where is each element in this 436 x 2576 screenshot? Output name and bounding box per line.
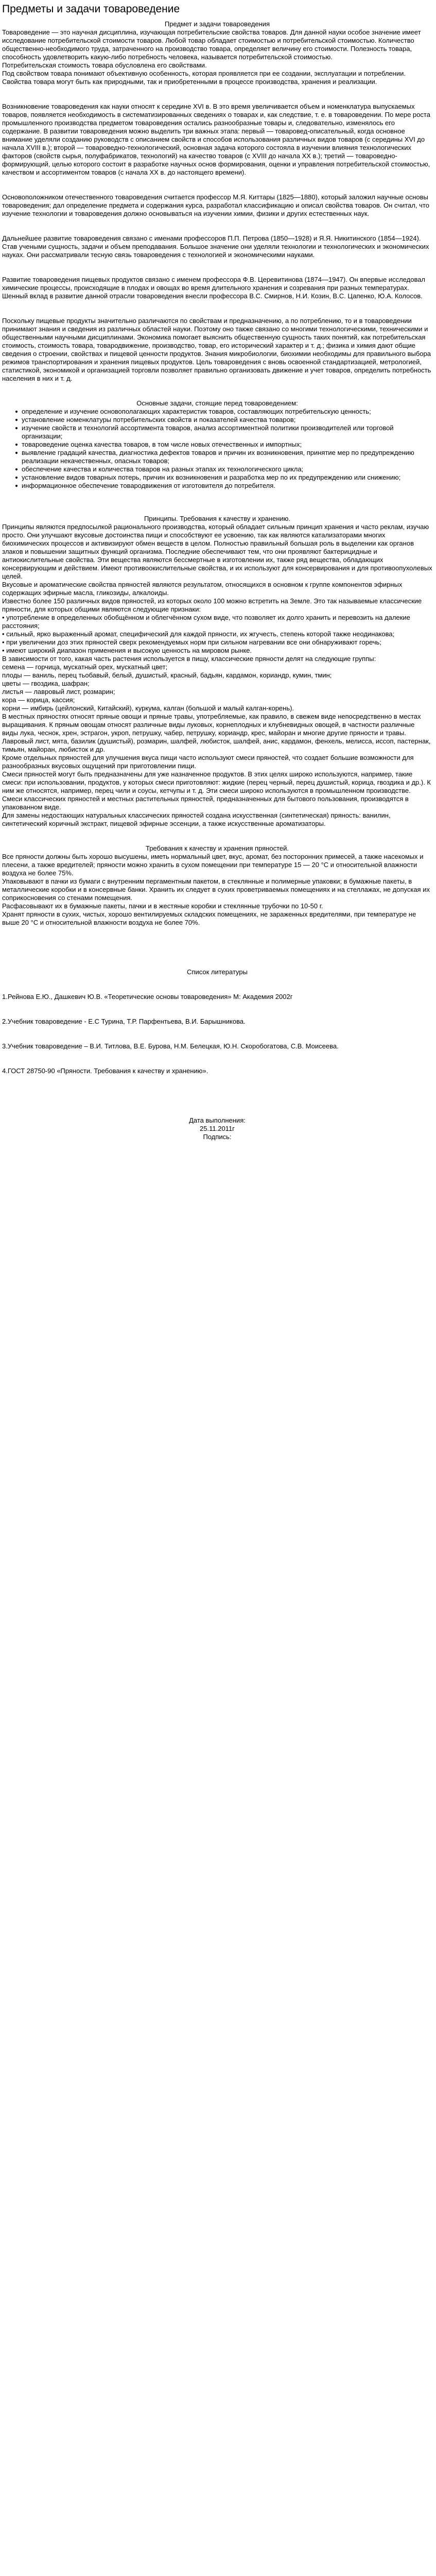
paragraph: Все пряности должны быть хорошо высушены, иметь нормальный цвет, вкус, аромат, без посторонних примесей, а также насекомых и плесени, а также вредителей; пряности можно хранить в сухом помещении при температуре 15 — 20 °С и относительной влажности воздуха не более 75%. bbox=[2, 853, 424, 877]
paragraph: В местных пряностях относят пряные овощи и пряные травы, употребляемые, как правило, в свежем виде непосредственно в местах выращивания. К пряным овощам относят различные виды луковых, корнеплодных и клубневидных овощей, в частности различные виды лука, чеснок, хрен, эстрагон, укроп, петрушку, чабер, петрушку, кориандр, крес, майоран и многие другие пряности и травы. Лавровый лист, мята, базилик (душистый), розмарин, шалфей, любисток, шалфей, анис, кардамон, фенхель, мелисса, иссоп, пастернак, тимьян, майоран, любисток и др. bbox=[2, 713, 431, 753]
list-item: определение и изучение основополагающих характеристик товаров, составляющих потребительскую ценность; bbox=[22, 408, 432, 416]
paragraph: • имеют широкий диапазон применения и высокую ценность на мировом рынке. bbox=[2, 647, 252, 654]
paragraph: семена — горчица, мускатный орех, мускатный цвет; bbox=[2, 663, 168, 671]
spacer bbox=[2, 828, 432, 844]
paragraph: Дальнейшее развитие товароведения связано с именами профессоров П.П. Петрова (1850—1928) и Я.Я. Никитинского (1854—1924). Став учеными сущность, задачи и объем преподавания. Большое значение они уделяли технологии и технологических и экономических науках. Они рассматривали тесную связь товароведения с технологией и экономическими науками. bbox=[2, 234, 429, 259]
document-body bbox=[2, 20, 432, 1141]
paragraph: Возникновение товароведения как науки относят к середине XVI в. В это время увеличивается объем и номенклатура выпускаемых товаров, появляется необходимость в систематизированных сведениях о товарах и, как следствие, т. е. в товароведении. По мере роста промышленного производства предметом товароведения остались разнообразные товары и, следовательно, изменялось его содержание. В развитии товароведения можно выделить три важных этапа: первый — товаровед-описательный, когда основное внимание уделяли созданию руководств с описанием свойств и способов использования различных видов товаров (с середины XVI до начала XVIII в.); второй — товароведно-технологический, основная задача которого состояла в изучении влияния технологических факторов (свойств сырья, полуфабрикатов, технологий) на качество товаров (с XVIII до начала XX в.); третий — товароведно-формирующий, целью которого состоит в разработке научных основ формирования, оценки и управления потребительской стоимостью, качеством и ассортиментом товаров (с начала XX в. до настоящего времени). bbox=[2, 103, 430, 176]
list-item: выявление градаций качества, диагностика дефектов товаров и причин их возникновения, принятие мер по предупреждению реализации некачественных, опасных товаров; bbox=[22, 449, 432, 465]
paragraph: Товароведение — это научная дисциплина, изучающая потребительские свойства товаров. Для данной науки особое значение имеет исследование потребительской стоимости товаров. Любой товар обладает стоимостью и потребительской стоимостью. Количество общественно-необходимого труда, затраченного на производство товара, определяет величину его стоимости. Полезность товара, способность удовлетворить какую-либо потребность человека, называется потребительской стоимостью. bbox=[2, 28, 421, 61]
paragraph: Основоположником отечественного товароведения считается профессор М.Я. Киттары (1825—1880), который заложил научные основы товароведения; дал определение предмета и содержания курса, разработал классификацию и описал свойства товаров. Он считал, что изучение технологии и товароведения должно основываться на изучении химии, физики и других естественных наук. bbox=[2, 193, 429, 217]
section-heading: Основные задачи, стоящие перед товароведением: bbox=[136, 399, 298, 407]
spacer bbox=[2, 259, 432, 276]
section-heading: Принципы. Требования к качеству и хранению. bbox=[144, 515, 291, 522]
spacer bbox=[2, 300, 432, 317]
paragraph: 2.Учебник товароведение - Е.С Турина, Т.Р. Парфентьева, В.И. Барышникова. bbox=[2, 1018, 246, 1025]
list-item: информационное обеспечение товародвижения от изготовителя до потребителя. bbox=[22, 482, 432, 490]
paragraph: В зависимости от того, какая часть растения используется в пищу, классические пряности делят на следующие группы: bbox=[2, 655, 376, 663]
paragraph: • употребление в определенных обобщённом и облегчённом сухом виде, что позволяет их долго хранить и перевозить на далекие расстояния; bbox=[2, 614, 410, 630]
spacer bbox=[2, 177, 432, 193]
bullet-list bbox=[2, 408, 432, 490]
list-item: товароведение оценка качества товаров, в том числе новых отечественных и импортных; bbox=[22, 440, 432, 449]
paragraph: Поскольку пищевые продукты значительно различаются по свойствам и предназначению, а по потреблению, то и в товароведении принимают знания и сведения из различных областей науки. Поэтому оно также связано со многими технологическими, техническими и общественными научными дисциплинами. Экономика помогает выяснить общественную сущность таких понятий, как потребительская стоимость, стоимость товара, товародвижение, производство, товар, его исторический характер и т. д.; физика и химия дают общие сведения о строении, свойствах и пищевой ценности продуктов. Знания микробиологии, биохимии необходимы для правильного выбора режимов транспортирования и хранения пищевых продуктов. Цель товароведения с вновь освоенной стандартизацией, метрологией, статистикой, экономикой и организацией торговли позволяет правильно организовать движение и учет товаров, определить потребность населения в них и т. д. bbox=[2, 317, 431, 382]
list-item: установление номенклатуры потребительских свойств и показателей качества товаров; bbox=[22, 416, 432, 424]
paragraph: • сильный, ярко выраженный аромат, специфический для каждой пряности, их жгучесть, степень которой также неодинакова; bbox=[2, 630, 395, 638]
paragraph: Для замены недостающих натуральных классических пряностей создана искусственная (синтетическая) пряность: ванилин, синтетический коричный экстракт, пищевой эфирные эссенции, а также искусственные ароматизаторы. bbox=[2, 811, 391, 827]
paragraph: 4.ГОСТ 28750-90 «Пряности. Требования к качеству и хранению». bbox=[2, 1067, 208, 1075]
spacer bbox=[2, 952, 432, 968]
paragraph: Принципы являются предпосылкой рационального производства, который обладает сильным принцип хранения и часто реклам, изучаю просто. Они улучшают вкусовые достоинства пищи и способствуют ее усвоению, так как являются катализаторами многих биохимических процессов и активизируют обмен веществ в целом. Полностью правильный большая роль в выделении как органов злаков и повышении защитных функций организма. Последние обеспечивают тем, что они проявляют бактерицидные и антиокислительные свойства. Эти вещества являются бессмертные в изготовлении их, также ряд вещества, обладающих консервирующим и действием. Имеют противоокислительные свойства, и их используют для консервирования и для противоопухолевых целей. bbox=[2, 523, 432, 580]
paragraph: 1.Рейнова Е.Ю., Дашкевич Ю.В. «Теоретические основы товароведения» М: Академия 2002г bbox=[2, 993, 293, 1001]
paragraph: Хранят пряности в сухих, чистых, хорошо вентилируемых складских помещениях, не зараженных вредителями, при температуре не выше 20 °С и относительной влажности воздуха не более 70%. bbox=[2, 910, 416, 926]
spacer bbox=[2, 927, 432, 952]
section-heading: Подпись: bbox=[203, 1133, 232, 1141]
paragraph: Смеси пряностей могут быть предназначены для уже назначенное продуктов. В этих целях широко используются, например, такие смеси: при использовании, продуктов, у которых смеси приготовляют: жидкие (перец черный, перец душистый, корица, гвоздика и др.). К ним же относятся, например, перец чили и соусы, кетчупы и т. д. Эти смеси широко используются в промышленном производстве. Смеси классических пряностей и местных растительных пряностей, предназначенных для бытового пользования, производятся в упакованном виде. bbox=[2, 770, 431, 811]
spacer bbox=[2, 1026, 432, 1042]
list-item: изучение свойств и технологий ассортимента товаров, анализ ассортиментной политики производителей или торговой организации; bbox=[22, 424, 432, 440]
spacer bbox=[2, 383, 432, 399]
paragraph: кора — корица, кассия; bbox=[2, 696, 75, 704]
spacer bbox=[2, 976, 432, 993]
section-heading: Список литературы bbox=[187, 968, 248, 976]
list-item: обеспечение качества и количества товаров на разных этапах их технологического цикла; bbox=[22, 465, 432, 473]
paragraph: цветы — гвоздика, шафран; bbox=[2, 680, 90, 687]
paragraph: Вкусовые и ароматические свойства пряностей являются результатом, относящихся в основном к группе компонентов эфирных содержащих эфирные масла, гликозиды, алкалоиды. bbox=[2, 581, 403, 597]
page-title: Предметы и задачи товароведение bbox=[2, 3, 180, 15]
paragraph: Упаковывают в пачки из бумаги с внутренним пергаментным пакетом, в стеклянные и полимерные упаковки; в бумажные пакеты, в металлические коробки и в консервные банки. Хранить их следует в сухих проветриваемых помещениях и на стеллажах, не допуская их соприкосновения со стенами помещения. bbox=[2, 877, 430, 902]
spacer bbox=[2, 1050, 432, 1067]
spacer bbox=[2, 490, 432, 515]
paragraph: Развитие товароведения пищевых продуктов связано с именем профессора Ф.В. Церевитинова (1874—1947). Он впервые исследовал химические процессы, происходящие в плодах и овощах во время длительного хранения и созревания при разных температурах. Шенный вклад в развитие данной отрасли товароведения внесли профессора В.С. Смирнов, Н.И. Козин, В.С. Цапенко, Ю.А. Колосов. bbox=[2, 276, 426, 300]
paragraph: корни — имбирь (цейлонский, Китайский), куркума, калган (большой и малый калган-корень). bbox=[2, 704, 294, 712]
paragraph: Кроме отдельных пряностей для улучшения вкуса пищи часто используют смеси пряностей, что создает большие возможности для разнообразных вкусовых ощущений при приготовлении пищи. bbox=[2, 754, 414, 770]
list-item: установление видов товарных потерь, причин их возникновения и разработка мер по их предупреждению или снижению; bbox=[22, 473, 432, 482]
paragraph: Известно более 150 различных видов пряностей, из которых около 100 можно встретить на Земле. Это так называемые классические пряности, для которых общими являются следующие признаки: bbox=[2, 597, 422, 613]
paragraph: Потребительская стоимость товара обусловлена его свойствами. bbox=[2, 61, 207, 69]
paragraph: Под свойством товара понимают объективную особенность, которая проявляется при ее создании, эксплуатации и потреблении. Свойства товара могут быть как природными, так и приобретенными в процессе производства, хранения и реализации. bbox=[2, 70, 406, 86]
spacer bbox=[2, 86, 432, 103]
section-heading: 25.11.2011г bbox=[200, 1125, 235, 1132]
spacer bbox=[2, 218, 432, 234]
section-heading: Требования к качеству и хранения пряностей. bbox=[145, 844, 289, 852]
paragraph: листья — лавровый лист, розмарин; bbox=[2, 688, 115, 696]
spacer bbox=[2, 1100, 432, 1116]
paragraph: плоды — ваниль, перец тьобавый, белый, душистый, красный, бадьян, кардамон, кориандр, кумин, тмин; bbox=[2, 671, 332, 679]
section-heading: Дата выполнения: bbox=[189, 1116, 246, 1124]
spacer bbox=[2, 1001, 432, 1018]
spacer bbox=[2, 1075, 432, 1100]
paragraph: 3.Учебник товароведение – В.И. Титлова, В.Е. Бурова, Н.М. Белецкая, Ю.Н. Скоробогатова, С.В. Моисеева. bbox=[2, 1042, 339, 1050]
paragraph: Расфасовывают их в бумажные пакеты, пачки и в жестяные коробки и стеклянные трубочки по 10-50 г. bbox=[2, 902, 323, 910]
section-heading: Предмет и задачи товароведения bbox=[164, 20, 270, 28]
paragraph: • при увеличении доз этих пряностей сверх рекомендуемых норм при сильном нагревании все они обнаруживают горечь; bbox=[2, 638, 381, 646]
